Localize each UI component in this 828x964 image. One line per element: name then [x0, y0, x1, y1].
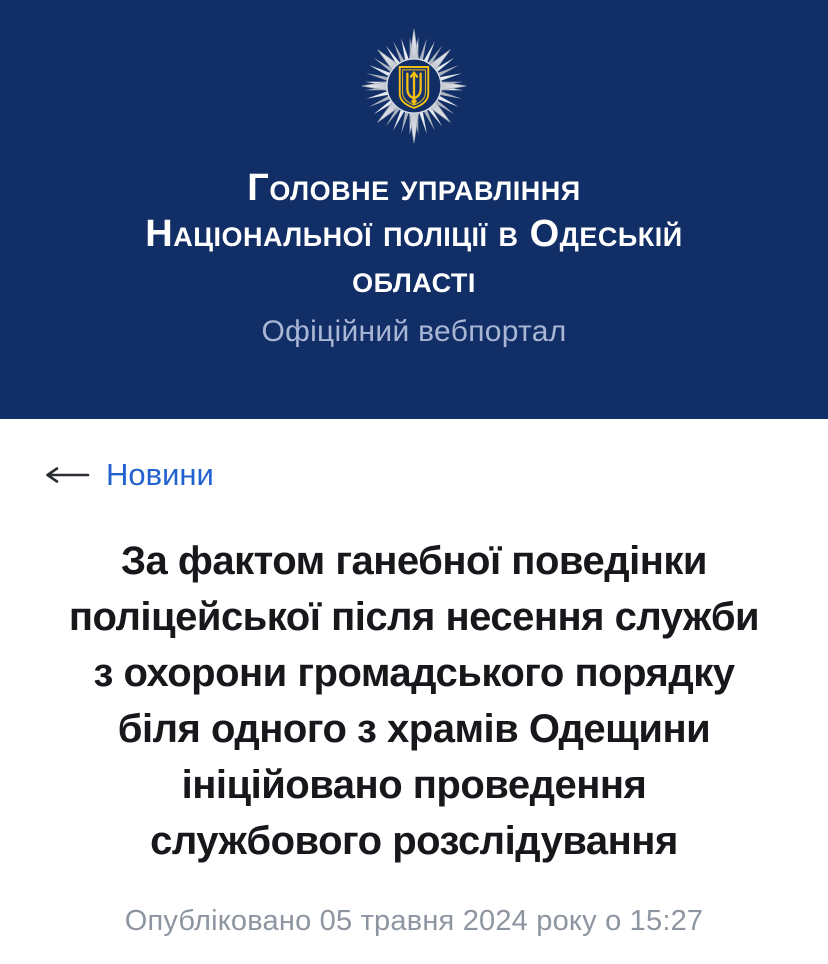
police-badge-icon	[357, 26, 471, 146]
trident-shield	[400, 67, 429, 108]
org-name	[20, 165, 808, 303]
org-name-line: області	[352, 259, 476, 301]
breadcrumb-news-link[interactable]: Новини	[106, 457, 214, 492]
article-headline	[0, 533, 828, 869]
headline-line: біля одного з храмів Одещини	[117, 707, 711, 751]
org-name-line: Головне управління	[247, 167, 581, 209]
back-button[interactable]	[44, 466, 90, 484]
headline-line: службового розслідування	[150, 819, 678, 863]
article-content	[0, 457, 828, 938]
published-date: Опубліковано 05 травня 2024 року о 15:27	[124, 905, 704, 937]
site-header	[0, 0, 828, 419]
headline-line: ініційовано проведення	[181, 763, 647, 807]
headline-line: За фактом ганебної поведінки	[121, 539, 707, 583]
home-logo-link[interactable]	[357, 26, 471, 146]
breadcrumb	[44, 457, 828, 493]
headline-line: з охорони громадського порядку	[93, 651, 735, 695]
left-arrow-icon	[44, 466, 90, 484]
org-name-line: Національної поліції в Одеській	[145, 213, 683, 255]
headline-line: поліцейської після несення служби	[68, 595, 760, 639]
portal-subtitle: Офіційний вебпортал	[261, 315, 567, 348]
